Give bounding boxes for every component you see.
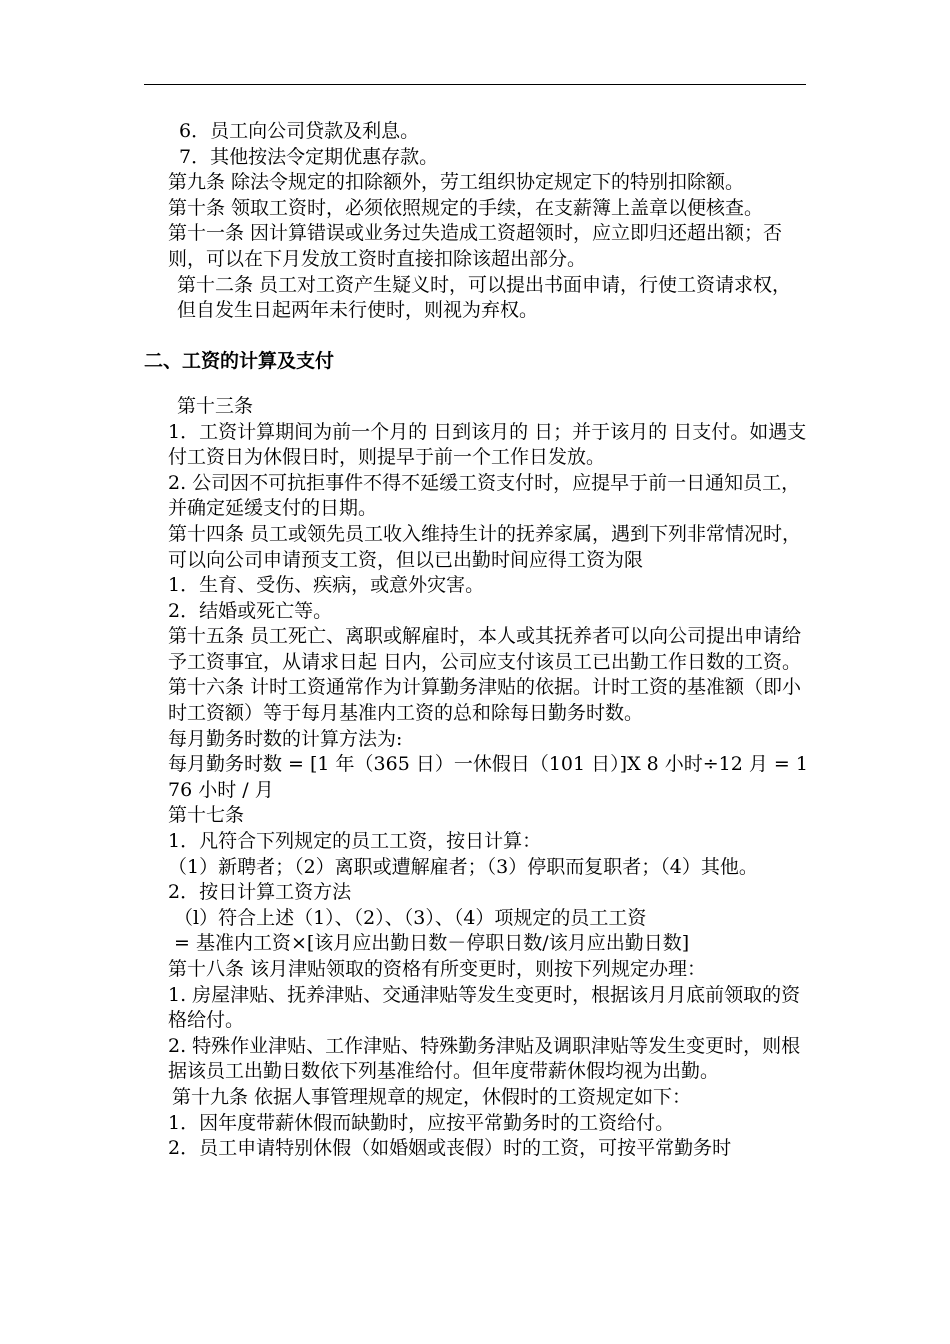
paragraph: 2. 公司因不可抗拒事件不得不延缓工资支付时，应提早于前一日通知员工，并确定延缓支付的日期。 — [168, 471, 801, 520]
header-rule — [144, 84, 806, 85]
document-body — [144, 119, 810, 1162]
paragraph: 第十三条 — [177, 394, 254, 417]
paragraph: 7．其他按法令定期优惠存款。 — [179, 145, 439, 168]
paragraph: = 基准内工资×[该月应出勤日数－停职日数/该月应出勤日数] — [174, 932, 690, 955]
paragraph: 第十五条 员工死亡、离职或解雇时，本人或其抚养者可以向公司提出申请给予工资事宜，从请求日起 日内，公司应支付该员工已出勤工作日数的工资。 — [168, 625, 802, 673]
paragraph: 第十九条 依据人事管理规章的规定，休假时的工资规定如下： — [172, 1085, 692, 1108]
paragraph: 1．工资计算期间为前一个月的 日到该月的 日；并于该月的 日支付。如遇支付工资日为休假日时，则提早于前一个工作日发放。 — [168, 420, 807, 469]
paragraph: 第十二条 员工对工资产生疑义时，可以提出书面申请，行使工资请求权，但自发生日起两年未行使时，则视为弃权。 — [177, 273, 792, 322]
paragraph: 6．员工向公司贷款及利息。 — [179, 120, 420, 142]
paragraph: 每月勤务时数的计算方法为: — [168, 727, 403, 750]
paragraph: 2．结婚或死亡等。 — [168, 599, 333, 622]
paragraph: 1．凡符合下列规定的员工工资，按日计算： — [168, 830, 542, 853]
paragraph: 第十六条 计时工资通常作为计算勤务津贴的依据。计时工资的基准额（即小时工资额）等于每月基准内工资的总和除每日勤务时数。 — [168, 676, 802, 725]
paragraph: （1）新聘者；（2）离职或遭解雇者；（3）停职而复职者；（4）其他。 — [168, 855, 758, 878]
paragraph: 第九条 除法令规定的扣除额外，劳工组织协定规定下的特别扣除额。 — [168, 171, 745, 194]
paragraph: 第十四条 员工或领先员工收入维持生计的抚养家属，遇到下列非常情况时，可以向公司申请预支工资，但以已出勤时间应得工资为限 — [168, 522, 802, 571]
paragraph: 第十条 领取工资时，必须依照规定的手续，在支薪簿上盖章以便核查。 — [168, 196, 764, 219]
paragraph: 2. 特殊作业津贴、工作津贴、特殊勤务津贴及调职津贴等发生变更时，则根据该员工出勤日数依下列基准给付。但年度带薪休假均视为出勤。 — [168, 1034, 801, 1083]
paragraph: 1．生育、受伤、疾病，或意外灾害。 — [168, 574, 485, 597]
paragraph: 第十一条 因计算错误或业务过失造成工资超领时，应立即归还超出额；否则，可以在下月发放工资时直接扣除该超出部分。 — [168, 222, 783, 270]
section-heading: 二、工资的计算及支付 — [144, 350, 335, 373]
paragraph: 每月勤务时数 = [1 年（365 日）一休假日（101 日）]X 8 小时÷12 月 = 176 小时 / 月 — [168, 753, 808, 801]
paragraph: 1. 房屋津贴、抚养津贴、交通津贴等发生变更时，根据该月月底前领取的资格给付。 — [168, 983, 801, 1032]
paragraph: 1．因年度带薪休假而缺勤时，应按平常勤务时的工资给付。 — [168, 1111, 675, 1134]
paragraph: 2．按日计算工资方法 — [168, 881, 352, 904]
paragraph: 2．员工申请特别休假（如婚姻或丧假）时的工资，可按平常勤务时 — [168, 1137, 732, 1160]
paragraph: 第十七条 — [168, 804, 245, 827]
paragraph: 第十八条 该月津贴领取的资格有所变更时，则按下列规定办理： — [168, 958, 707, 980]
paragraph: （l）符合上述（1）、（2）、（3）、（4）项规定的员工工资 — [174, 906, 647, 929]
